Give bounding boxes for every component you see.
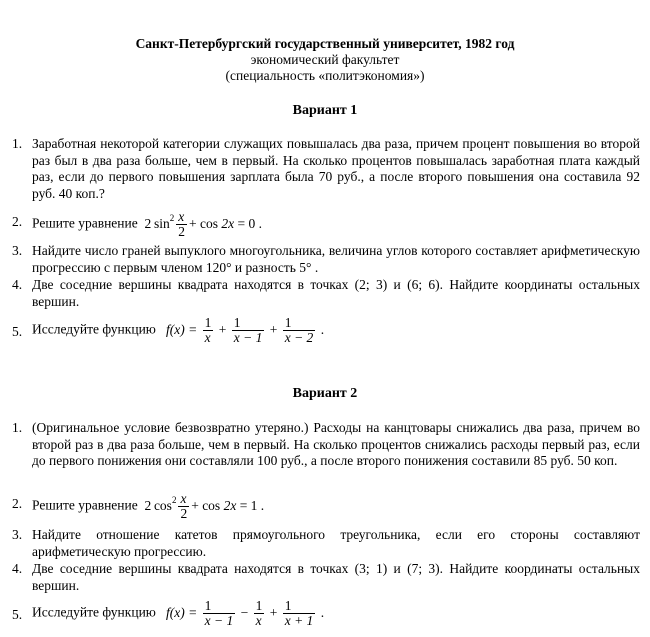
v1-problem-2 [12, 210, 640, 239]
variant-1-title: Вариант 1 [292, 103, 358, 118]
university-title: Санкт-Петербургский государственный университет, 1982 год [135, 36, 515, 51]
problem-number: 2. [12, 214, 23, 229]
problem-text [32, 599, 640, 628]
function-formula: f(x) = $\frac{1}{x - 1}$ − $\frac{1}{x}$ + $\frac{1}{x + 1}$ . [166, 598, 325, 628]
variant-2-title: Вариант 2 [292, 386, 358, 401]
document-header [0, 36, 650, 84]
problem-text: Две соседние вершины квадрата находятся в точках (2; 3) и (6; 6). Найдите координаты остальных вершин. [32, 277, 640, 309]
equation: 2 $\sin^2$ $\frac{x}{2}$ + cos 2x = 0 . [144, 209, 262, 239]
v1-problem-4 [12, 277, 640, 310]
problem-number: 3. [12, 243, 23, 258]
problem-number: 2. [12, 496, 23, 511]
problem-text [32, 210, 640, 239]
problem-label: Исследуйте функцию [32, 604, 156, 620]
problem-number: 1. [12, 136, 23, 151]
v1-problem-3 [12, 243, 640, 276]
problem-number: 5. [12, 324, 23, 339]
v1-problem-1 [12, 136, 640, 202]
v2-problem-1 [12, 420, 640, 470]
problem-number: 4. [12, 561, 23, 576]
v2-problem-3 [12, 527, 640, 560]
problem-number: 1. [12, 420, 23, 435]
v2-problem-5 [12, 599, 640, 628]
v2-problem-4 [12, 561, 640, 594]
faculty-line: экономический факультет [250, 52, 400, 67]
v2-problem-2 [12, 492, 640, 521]
problem-text: Найдите отношение катетов прямоугольного треугольника, если его стороны составляют арифметическую прогрессию. [32, 527, 640, 559]
equation: 2 $\cos^2$ $\frac{x}{2}$ + cos 2x = 1 . [144, 491, 265, 521]
v1-problem-5 [12, 316, 640, 345]
problem-text: Заработная некоторой категории служащих повышалась два раза, причем процент повышения во второй раз был в два раза больше, чем в первый. На сколько процентов повышалась заработная плата каждый раз, если до первого повышения зарплата была 70 руб., а после второго повышения она составила 92 руб. 40 коп.? [32, 136, 640, 201]
problem-text [32, 316, 640, 345]
problem-text [32, 492, 640, 521]
problem-label: Решите уравнение [32, 215, 138, 231]
problem-label: Исследуйте функцию [32, 321, 156, 337]
problem-text: (Оригинальное условие безвозвратно утеряно.) Расходы на канцтовары снижались два раза, причем во второй раз в два раза больше, чем в первый. На сколько процентов снижались расходы первый раз, если до первого понижения они составляли 100 руб., а после второго понижения составили 85 руб. 50 коп. [32, 420, 640, 468]
specialty-line: (специальность «политэкономия») [225, 68, 425, 83]
problem-number: 4. [12, 277, 23, 292]
problem-label: Решите уравнение [32, 497, 138, 513]
problem-text: Две соседние вершины квадрата находятся в точках (3; 1) и (7; 3). Найдите координаты остальных вершин. [32, 561, 640, 593]
problem-text: Найдите число граней выпуклого многоугольника, величина углов которого составляет арифметическую прогрессию с первым членом 120° и разность 5° . [32, 243, 640, 275]
problem-number: 3. [12, 527, 23, 542]
problem-number: 5. [12, 607, 23, 622]
function-formula: f(x) = $\frac{1}{x}$ + $\frac{1}{x - 1}$ + $\frac{1}{x - 2}$ . [166, 315, 325, 345]
